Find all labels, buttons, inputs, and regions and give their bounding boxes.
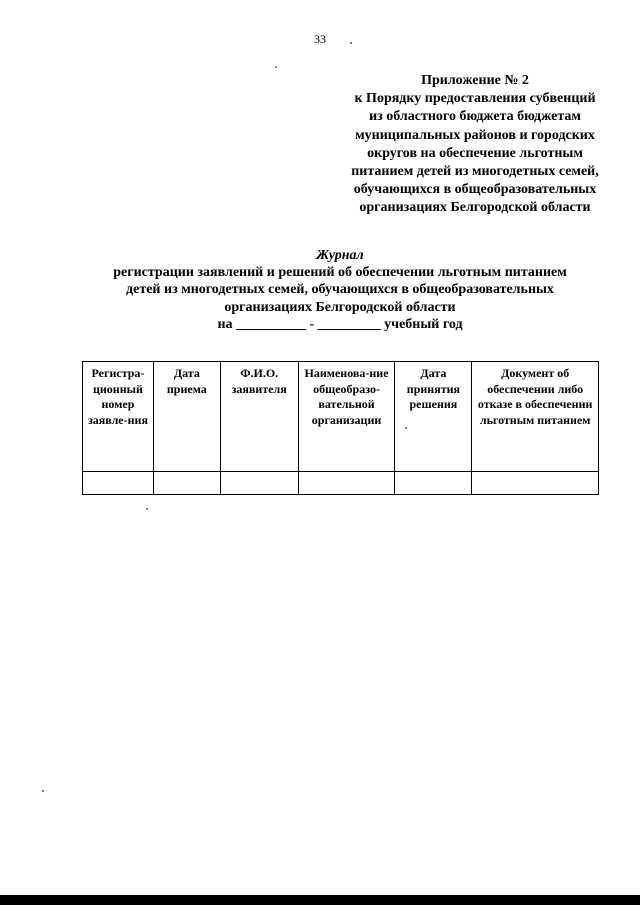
scan-speck <box>350 42 352 44</box>
academic-year-line: на __________ - _________ учебный год <box>217 316 463 332</box>
table-cell <box>472 472 599 495</box>
appendix-title: Приложение № 2 <box>421 73 529 88</box>
scan-bottom-edge <box>0 895 640 905</box>
scan-speck <box>275 66 277 68</box>
page-number: 33 <box>314 32 326 46</box>
appendix-header <box>330 72 620 218</box>
appendix-line: из областного бюджета бюджетам <box>369 109 581 125</box>
appendix-line: округов на обеспечение льготным <box>367 145 583 161</box>
column-header-registration-number: Регистра-ционный номер заявле-ния <box>83 362 154 472</box>
scan-speck <box>42 790 44 792</box>
appendix-line: питанием детей из многодетных семей, <box>351 164 599 180</box>
journal-subtitle-line: организациях Белгородской области <box>224 299 456 315</box>
appendix-line: обучающихся в общеобразовательных <box>353 182 597 198</box>
scan-speck <box>146 508 148 510</box>
column-header-receipt-date: Дата приема <box>153 362 220 472</box>
table-cell <box>298 472 395 495</box>
registration-table <box>82 361 599 495</box>
column-header-organization-name: Наименова-ние общеобразо-вательной организации <box>298 362 395 472</box>
table-header-row <box>83 362 599 472</box>
journal-subtitle-line: регистрации заявлений и решений об обеспечении льготным питанием <box>113 265 567 281</box>
table-cell <box>395 472 472 495</box>
scan-speck <box>405 427 407 429</box>
journal-subtitle-line: детей из многодетных семей, обучающихся в общеобразовательных <box>126 282 554 298</box>
appendix-line: муниципальных районов и городских <box>355 127 595 143</box>
table-row <box>83 472 599 495</box>
column-header-decision-document: Документ об обеспечении либо отказе в обеспечении льготным питанием <box>472 362 599 472</box>
appendix-line: к Порядку предоставления субвенций <box>354 91 596 107</box>
table-cell <box>220 472 298 495</box>
appendix-line: организациях Белгородской области <box>359 200 591 216</box>
journal-heading <box>60 247 620 333</box>
table-cell <box>153 472 220 495</box>
table-cell <box>83 472 154 495</box>
column-header-applicant-name: Ф.И.О. заявителя <box>220 362 298 472</box>
column-header-decision-date: Дата принятия решения <box>395 362 472 472</box>
journal-title: Журнал <box>316 248 364 263</box>
